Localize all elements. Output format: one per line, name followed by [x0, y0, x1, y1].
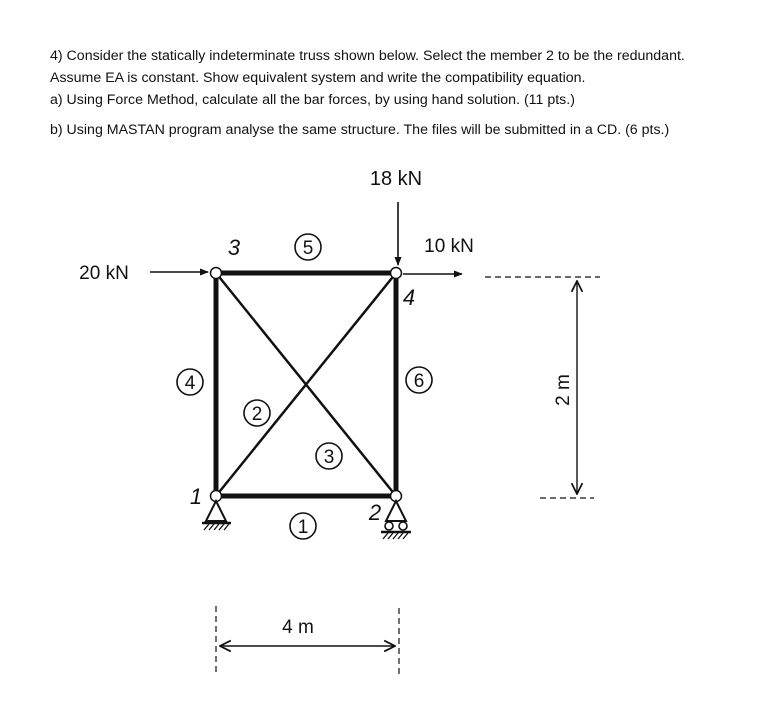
member-4-number: 4 — [184, 373, 196, 394]
node-4-label: 4 — [402, 285, 416, 310]
member-5-number: 5 — [302, 238, 314, 259]
problem-line-1: 4) Consider the statically indeterminate truss shown below. Select the member 2 to be the redundant. — [50, 48, 685, 64]
member-6-number: 6 — [413, 371, 425, 392]
joint-4 — [391, 268, 402, 279]
member-6-tag — [406, 367, 432, 393]
pin-support-icon — [202, 501, 231, 530]
member-2-tag — [244, 400, 270, 426]
member-1-number: 1 — [297, 517, 309, 538]
dimension-width — [216, 606, 399, 674]
load-10kn-label: 10 kN — [424, 236, 474, 257]
member-1-tag — [290, 513, 316, 539]
load-20kn-label: 20 kN — [79, 263, 129, 284]
load-18kn-label: 18 kN — [369, 168, 423, 190]
dimension-width-label: 4 m — [282, 617, 314, 638]
joint-3 — [211, 268, 222, 279]
member-4-tag — [177, 369, 203, 395]
problem-line-2: Assume EA is constant. Show equivalent system and write the compatibility equation. — [50, 70, 586, 86]
dimension-height — [485, 277, 600, 498]
node-1-label: 1 — [189, 484, 203, 509]
problem-line-4: b) Using MASTAN program analyse the same structure. The files will be submitted in a CD. (6 pts.) — [50, 122, 670, 138]
dimension-height-label: 2 m — [553, 374, 574, 406]
node-3-label: 3 — [227, 235, 241, 260]
node-2-label: 2 — [368, 500, 382, 525]
roller-support-icon — [381, 501, 411, 539]
problem-line-3: a) Using Force Method, calculate all the bar forces, by using hand solution. (11 pts.) — [50, 92, 575, 108]
member-2-number: 2 — [251, 404, 263, 425]
member-5-tag — [295, 234, 321, 260]
member-3-number: 3 — [323, 447, 335, 468]
member-3-tag — [316, 443, 342, 469]
